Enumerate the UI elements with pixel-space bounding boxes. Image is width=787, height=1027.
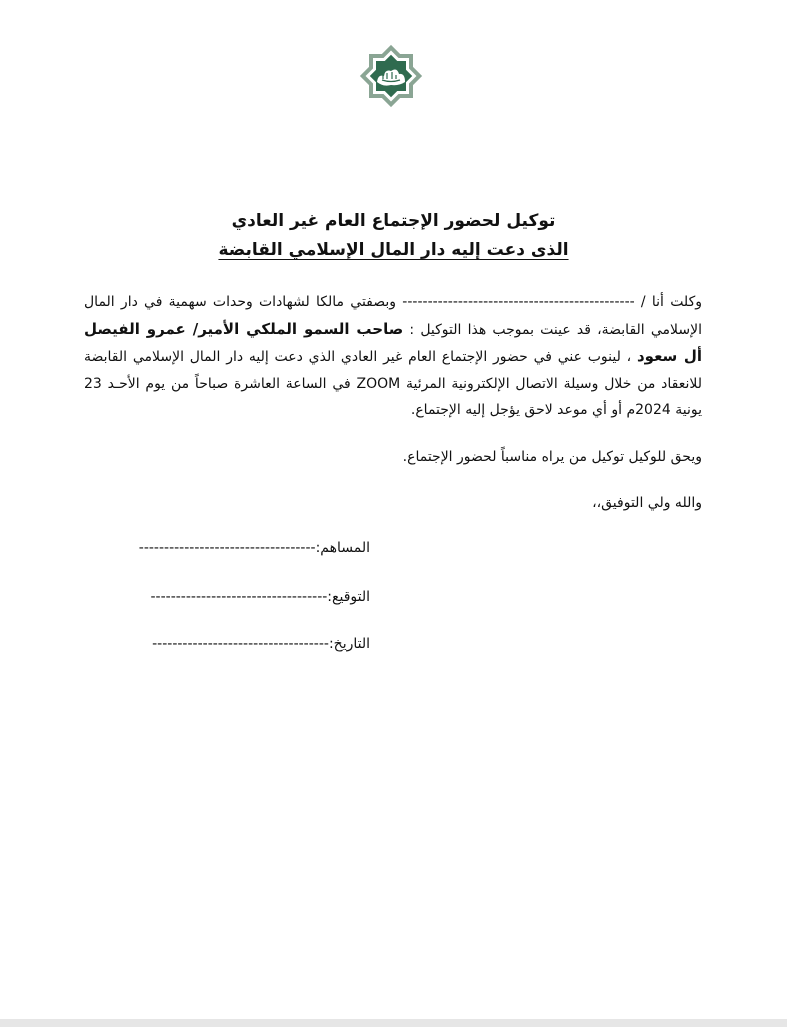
date-field: [152, 636, 370, 652]
document-title: توكيل لحضور الإجتماع العام غير العادي: [231, 211, 556, 231]
date-label: التاريخ:: [328, 636, 370, 652]
signature-field: [150, 589, 370, 605]
proxy-name: صاحب السمو الملكي الأمير/ عمرو الفيصل أل سعود: [84, 319, 703, 365]
shareholder-field: [139, 540, 370, 556]
shareholder-label: المساهم:: [315, 540, 370, 556]
company-logo-icon: [357, 42, 425, 110]
page-bottom-edge: [0, 1019, 787, 1027]
signature-line: -----------------------------------: [150, 589, 328, 605]
closing-text: والله ولي التوفيق،،: [592, 495, 702, 511]
proxy-intro-text: وكلت أنا / ---------------------------------------------- وبصفتي مالكا لشهادات وحدات سهمية في دار المال الإسلامي القابضة، قد عينت بموجب هذا التوكيل :: [84, 294, 702, 338]
shareholder-line: -----------------------------------: [138, 540, 316, 556]
document-subtitle: الذى دعت إليه دار المال الإسلامي القابضة: [218, 240, 569, 260]
delegation-paragraph: ويحق للوكيل توكيل من يراه مناسباً لحضور الإجتماع.: [402, 449, 702, 465]
proxy-paragraph: [84, 289, 702, 424]
date-line: -----------------------------------: [152, 636, 329, 652]
signature-label: التوقيع:: [327, 589, 370, 605]
proxy-body-text: ، لينوب عني في حضور الإجتماع العام غير العادي الذي دعت إليه دار المال الإسلامي القابضة للانعقاد من خلال وسيلة الاتصال الإلكترونية المرئية ZOOM في الساعة العاشرة صباحاً من يوم الأحـد 23 يونية 2024م أو أي موعد لاحق يؤجل إليه الإجتماع.: [84, 349, 702, 418]
